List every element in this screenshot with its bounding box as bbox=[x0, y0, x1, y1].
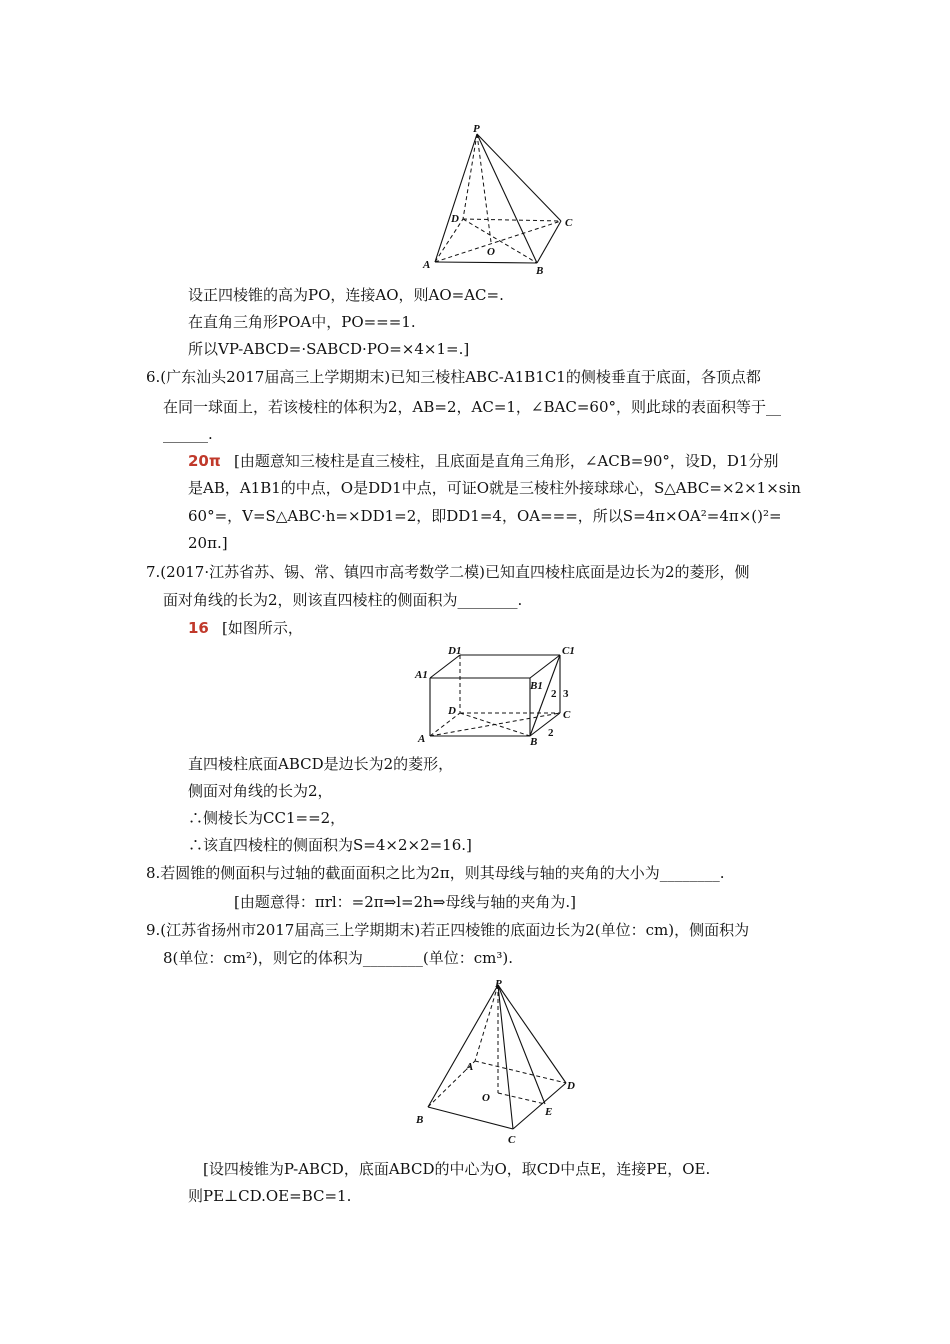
q6-sol-line-2: 是AB，A1B1的中点，O是DD1中点，可证O就是三棱柱外接球球心，S△ABC=×2×1×sin bbox=[188, 479, 801, 497]
figure-pyramid-1 bbox=[415, 122, 585, 277]
q6-sol-line-4: 20π.] bbox=[188, 534, 228, 552]
q7-line-2: 面对角线的长为2，则该直四棱柱的侧面积为________. bbox=[163, 591, 523, 609]
q6-sol-line-3: 60°=，V=S△ABC·h=×DD1=2，即DD1=4，OA===，所以S=4π×OA²=4π×()²= bbox=[188, 507, 782, 525]
fig3-label-a: A bbox=[466, 1061, 474, 1073]
fig1-label-d: D bbox=[451, 213, 459, 225]
figure-pyramid-2 bbox=[408, 975, 588, 1150]
fig2-label-d: D bbox=[448, 705, 456, 717]
q6-sol-line-1: [由题意知三棱柱是直三棱柱，且底面是直角三角形，∠ACB=90°，设D，D1分别 bbox=[234, 452, 779, 470]
q9-sol-line-2: 则PE⊥CD.OE=BC=1. bbox=[188, 1187, 352, 1205]
fig3-label-p: P bbox=[495, 978, 502, 990]
fig1-label-b: B bbox=[536, 265, 544, 277]
q7-answer: 16 bbox=[188, 619, 209, 637]
q7-sol-line-2: 直四棱柱底面ABCD是边长为2的菱形， bbox=[188, 755, 454, 773]
figure-prism bbox=[412, 645, 587, 747]
q9-line-2: 8(单位：cm²)，则它的体积为________(单位：cm³). bbox=[163, 949, 513, 967]
fig1-label-o: O bbox=[487, 246, 495, 258]
fig3-label-d: D bbox=[567, 1080, 575, 1092]
q6-line-2: 在同一球面上，若该棱柱的体积为2，AB=2，AC=1，∠BAC=60°，则此球的表面积等于__ bbox=[163, 398, 781, 416]
fig2-label-b1: B1 bbox=[530, 680, 543, 692]
fig2-label-b: B bbox=[530, 736, 538, 748]
fig3-label-c: C bbox=[508, 1134, 516, 1146]
q9-sol-line-1: [设四棱锥为P-ABCD，底面ABCD的中心为O，取CD中点E，连接PE，OE. bbox=[203, 1160, 711, 1178]
q9-line-1: 9.(江苏省扬州市2017届高三上学期期末)若正四棱锥的底面边长为2(单位：cm)，侧面积为 bbox=[146, 921, 750, 939]
sol5-line-2: 在直角三角形POA中，PO===1. bbox=[188, 313, 416, 331]
q8-sol-line-1: [由题意得：πrl：=2π⇒l=2h⇒母线与轴的夹角为.] bbox=[234, 893, 576, 911]
fig2-label-a1: A1 bbox=[415, 669, 428, 681]
fig2-label-diag: 3 bbox=[563, 688, 569, 700]
q7-line-1: 7.(2017·江苏省苏、锡、常、镇四市高考数学二模)已知直四棱柱底面是边长为2的菱形，侧 bbox=[146, 563, 750, 581]
fig1-label-a: A bbox=[423, 259, 431, 271]
fig3-label-e: E bbox=[545, 1106, 553, 1118]
q7-sol-line-1: [如图所示， bbox=[222, 619, 303, 637]
q6-answer: 20π bbox=[188, 452, 221, 470]
fig1-label-c: C bbox=[565, 217, 573, 229]
fig2-label-base: 2 bbox=[548, 727, 554, 739]
sol5-line-3: 所以VP-ABCD=·SABCD·PO=×4×1=.] bbox=[188, 340, 470, 358]
fig2-label-side: 2 bbox=[551, 688, 557, 700]
fig3-label-o: O bbox=[482, 1092, 490, 1104]
q6-line-1: 6.(广东汕头2017届高三上学期期末)已知三棱柱ABC-A1B1C1的侧棱垂直于底面，各顶点都 bbox=[146, 368, 761, 386]
q7-sol-line-3: 侧面对角线的长为2， bbox=[188, 782, 333, 800]
fig2-label-c1: C1 bbox=[562, 645, 575, 657]
q8-line-1: 8.若圆锥的侧面积与过轴的截面面积之比为2π，则其母线与轴的夹角的大小为________. bbox=[146, 864, 725, 882]
fig2-label-c: C bbox=[563, 709, 571, 721]
fig2-label-d1: D1 bbox=[448, 645, 462, 657]
q6-line-3: ______. bbox=[163, 425, 213, 443]
fig1-label-p: P bbox=[473, 123, 480, 135]
fig3-label-b: B bbox=[416, 1114, 424, 1126]
fig2-label-a: A bbox=[418, 733, 426, 745]
sol5-line-1: 设正四棱锥的高为PO，连接AO，则AO=AC=. bbox=[188, 286, 504, 304]
q7-sol-line-5: ∴该直四棱柱的侧面积为S=4×2×2=16.] bbox=[188, 836, 472, 854]
q7-sol-line-4: ∴侧棱长为CC1==2， bbox=[188, 809, 346, 827]
